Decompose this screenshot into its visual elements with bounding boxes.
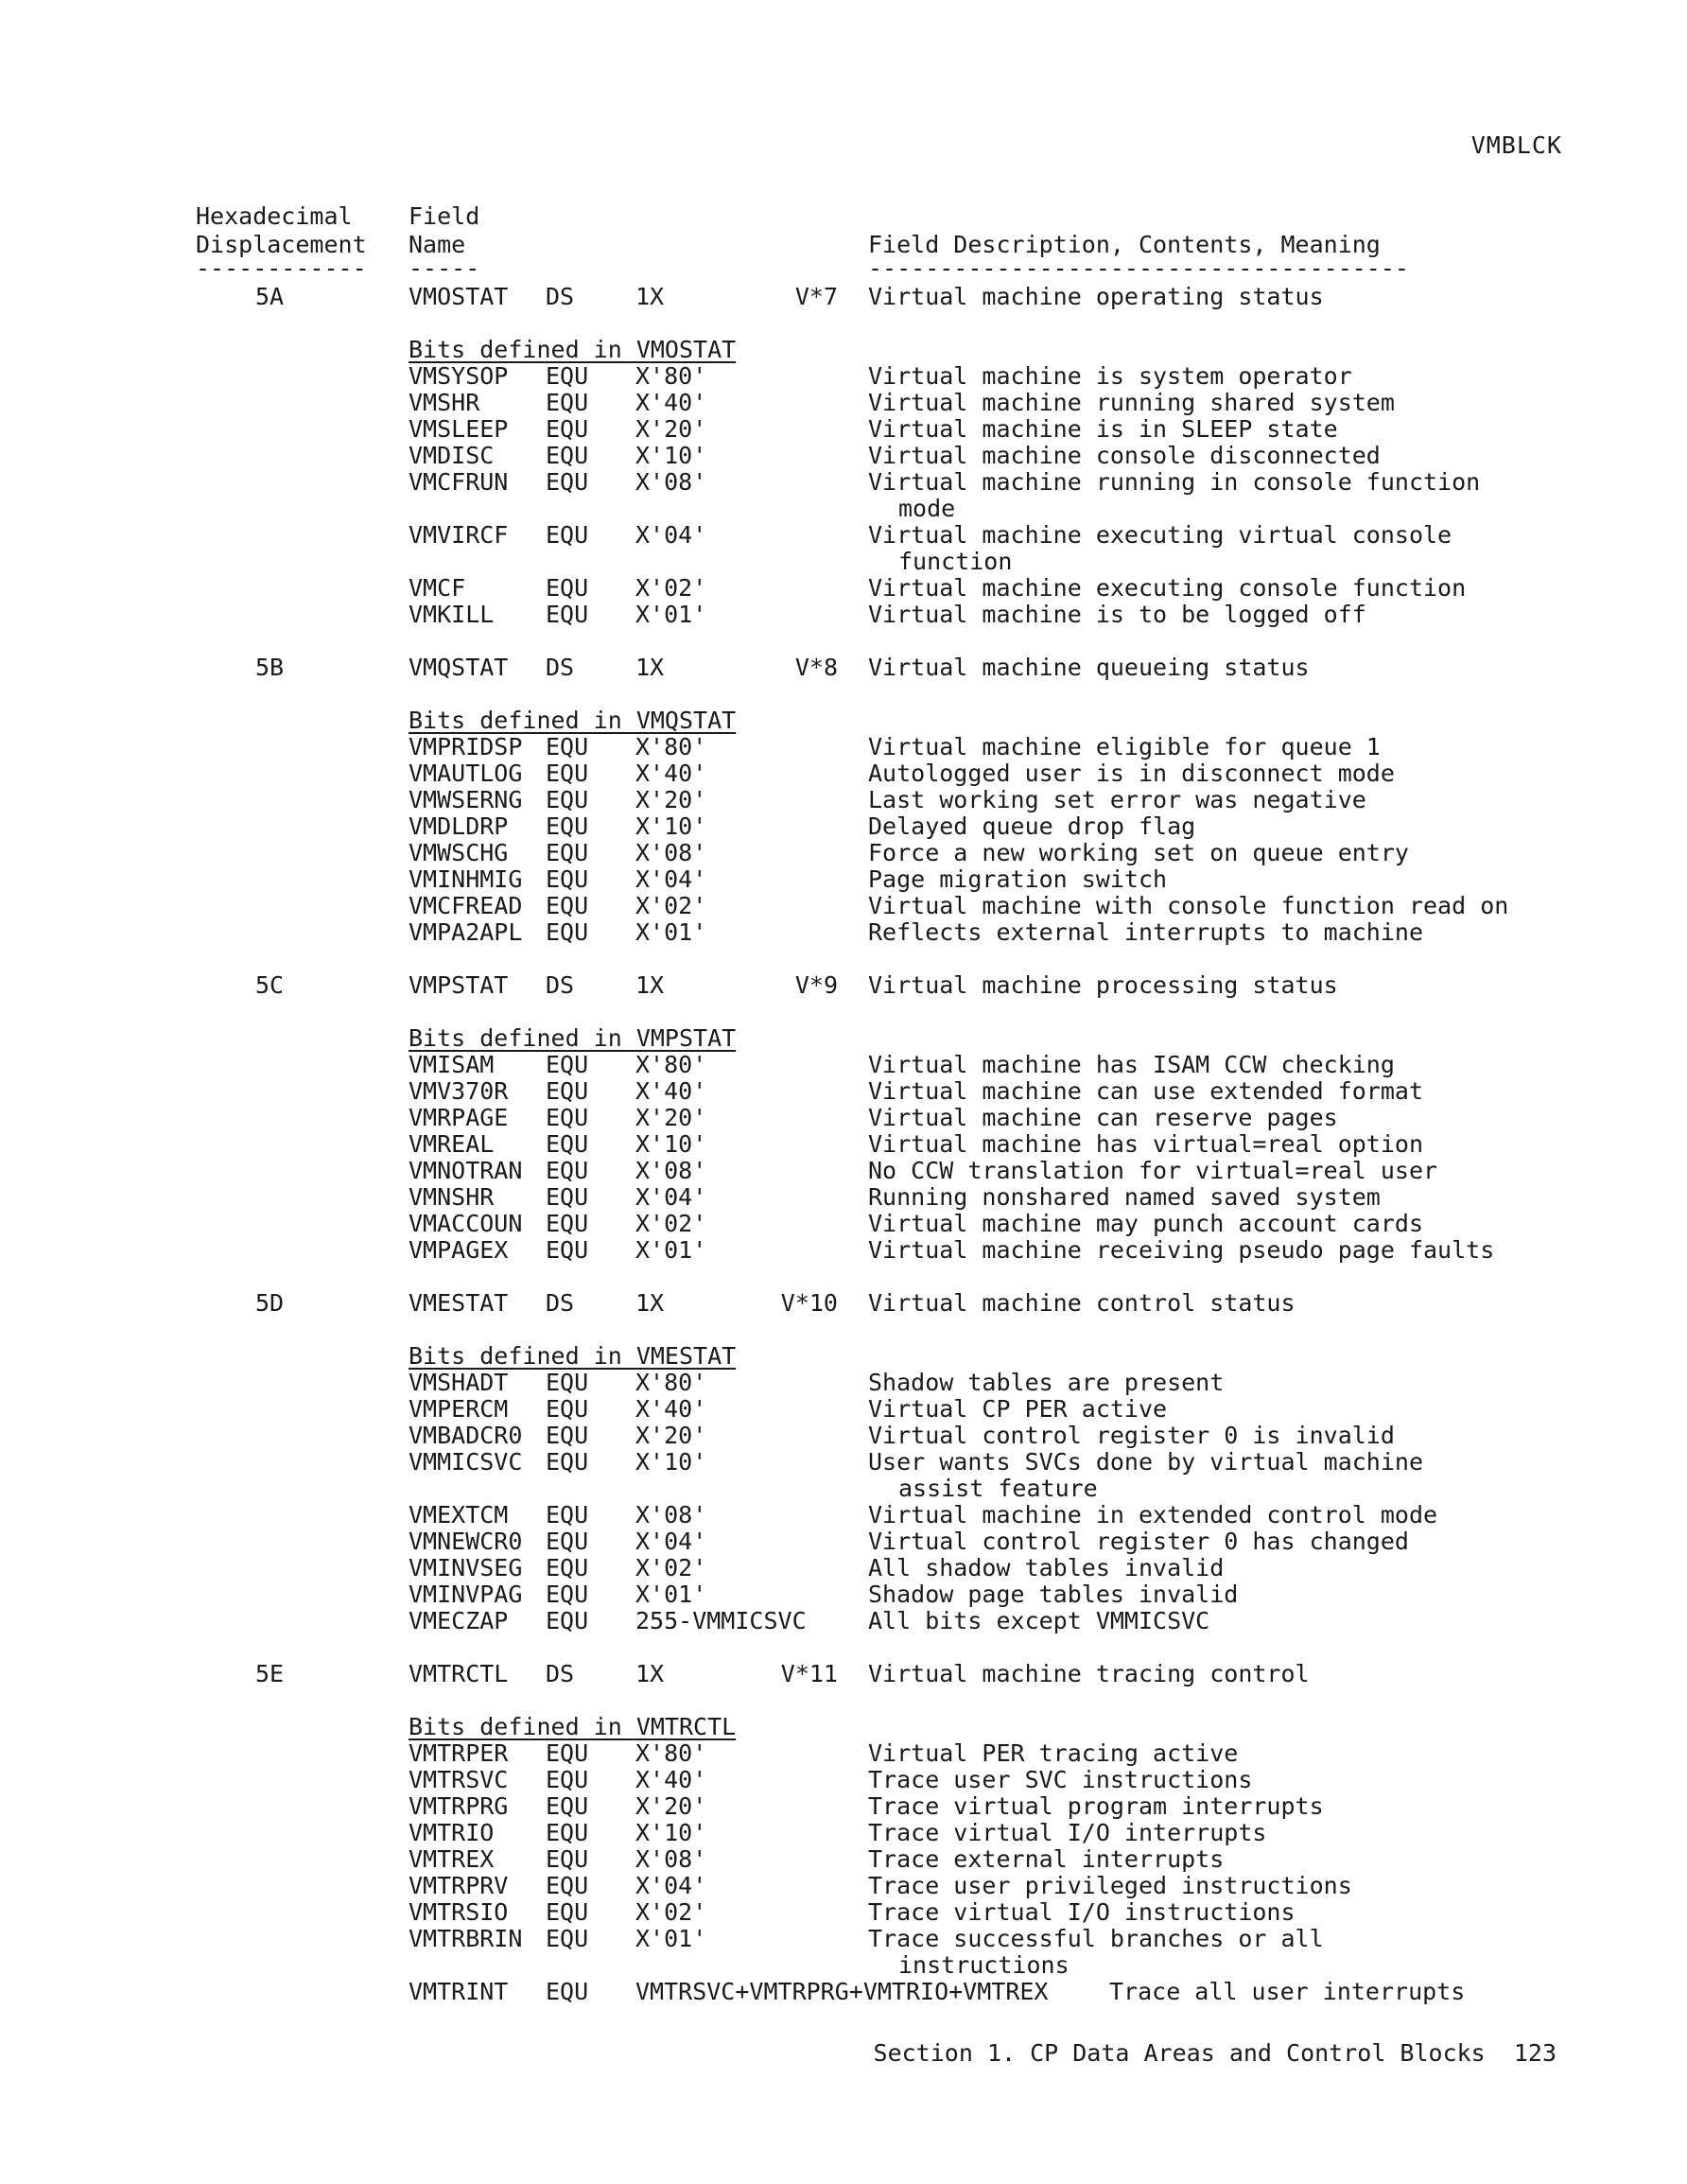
bit-value: X'04' [635, 1183, 707, 1211]
bit-type: EQU [546, 1792, 589, 1820]
bit-description: Virtual machine is to be logged off [868, 601, 1366, 628]
bit-type: EQU [546, 733, 589, 760]
column-header-displacement-rule: ------------ [196, 254, 367, 282]
bit-name: VMPA2APL [409, 918, 523, 946]
bit-description: All shadow tables invalid [868, 1554, 1225, 1581]
bit-type: EQU [546, 1925, 589, 1952]
bit-value: X'20' [635, 786, 707, 813]
bit-description: Virtual machine has virtual=real option [868, 1130, 1423, 1158]
bit-value: X'20' [635, 1104, 707, 1131]
field-reference: V*10 [780, 1289, 838, 1317]
bit-type: EQU [546, 1077, 589, 1105]
bit-row [0, 1581, 1687, 1608]
bit-description: Virtual machine executing virtual console [868, 521, 1452, 549]
bit-row [0, 1502, 1687, 1529]
bit-value: VMTRSVC+VMTRPRG+VMTRIO+VMTREX [635, 1978, 1049, 2005]
bit-value: X'08' [635, 839, 707, 866]
bit-name: VMINHMIG [409, 865, 523, 893]
bit-description: No CCW translation for virtual=real user [868, 1157, 1438, 1184]
bit-type: EQU [546, 839, 589, 866]
bit-description: Virtual machine in extended control mode [868, 1501, 1438, 1529]
hex-displacement: 5A [255, 283, 285, 310]
bits-defined-heading: Bits defined in VMESTAT [409, 1342, 737, 1370]
field-description: Virtual machine operating status [868, 283, 1324, 310]
field-length: 1X [635, 1660, 665, 1687]
bit-name: VMMICSVC [409, 1448, 523, 1476]
bit-value: X'01' [635, 1236, 707, 1264]
bit-row [0, 1820, 1687, 1846]
bit-type: EQU [546, 1130, 589, 1158]
bit-value: X'20' [635, 1422, 707, 1449]
bit-row [0, 1767, 1687, 1793]
bit-description: Virtual machine can use extended format [868, 1077, 1423, 1105]
bit-type: EQU [546, 1581, 589, 1608]
page-footer: Section 1. CP Data Areas and Control Blocks 123 [873, 2039, 1557, 2067]
bits-defined-heading: Bits defined in VMQSTAT [409, 707, 737, 734]
field-length: 1X [635, 283, 665, 310]
column-header-name-rule: ----- [409, 254, 480, 282]
bit-row [0, 1926, 1687, 1952]
bit-row [0, 575, 1687, 602]
bit-value: X'01' [635, 601, 707, 628]
bit-value: X'10' [635, 1819, 707, 1846]
bit-name: VMCFRUN [409, 468, 509, 496]
field-entry-row [0, 655, 1687, 681]
bit-type: EQU [546, 918, 589, 946]
bit-name: VMSHR [409, 389, 480, 416]
bit-row [0, 1740, 1687, 1767]
bit-type: EQU [546, 892, 589, 919]
bit-value: X'10' [635, 1448, 707, 1476]
bit-name: VMTRPRG [409, 1792, 509, 1820]
bit-description: Virtual machine running in console function [868, 468, 1481, 496]
bit-description: Trace virtual I/O interrupts [868, 1819, 1267, 1846]
bit-description: Trace user SVC instructions [868, 1766, 1253, 1793]
bit-value: X'01' [635, 1925, 707, 1952]
hex-displacement: 5E [255, 1660, 285, 1687]
field-description: Virtual machine control status [868, 1289, 1296, 1317]
bit-value: X'04' [635, 521, 707, 549]
field-length: 1X [635, 971, 665, 999]
bit-value: X'08' [635, 1157, 707, 1184]
bit-description-continuation-row [0, 1476, 1687, 1502]
bit-row [0, 1052, 1687, 1078]
bit-type: EQU [546, 1845, 589, 1873]
bit-description: Page migration switch [868, 865, 1168, 893]
bit-row [0, 1793, 1687, 1820]
bit-name: VMRPAGE [409, 1104, 509, 1131]
bit-value: X'80' [635, 362, 707, 390]
bit-type: EQU [546, 468, 589, 496]
bit-type: EQU [546, 574, 589, 602]
bit-description: Virtual machine can reserve pages [868, 1104, 1338, 1131]
field-type: DS [546, 971, 575, 999]
field-description: Virtual machine queueing status [868, 654, 1310, 681]
bit-row [0, 734, 1687, 760]
field-description: Virtual machine processing status [868, 971, 1338, 999]
bits-defined-heading: Bits defined in VMPSTAT [409, 1024, 737, 1052]
bit-description-continuation-row [0, 496, 1687, 522]
column-header-displacement-line1: Hexadecimal [196, 202, 353, 230]
bit-value: X'10' [635, 812, 707, 840]
bit-name: VMSHADT [409, 1369, 509, 1396]
bit-name: VMCFREAD [409, 892, 523, 919]
bit-value: X'40' [635, 760, 707, 787]
bit-row [0, 866, 1687, 893]
bit-type: EQU [546, 362, 589, 390]
bit-value: X'20' [635, 1792, 707, 1820]
bit-value: X'20' [635, 415, 707, 443]
bit-description: Virtual machine eligible for queue 1 [868, 733, 1381, 760]
bit-type: EQU [546, 601, 589, 628]
bit-description: Virtual machine may punch account cards [868, 1210, 1423, 1237]
bit-type: EQU [546, 415, 589, 443]
bit-type: EQU [546, 1607, 589, 1634]
bit-description: Reflects external interrupts to machine [868, 918, 1423, 946]
bit-description: Virtual control register 0 is invalid [868, 1422, 1395, 1449]
bit-description: Virtual machine running shared system [868, 389, 1395, 416]
bit-description: Autologged user is in disconnect mode [868, 760, 1395, 787]
bit-name: VMTRPRV [409, 1872, 509, 1899]
field-name: VMESTAT [409, 1289, 509, 1317]
bit-description: Virtual machine executing console function [868, 574, 1467, 602]
bit-row [0, 469, 1687, 496]
bit-type: EQU [546, 521, 589, 549]
bit-value: X'40' [635, 1766, 707, 1793]
bit-row [0, 390, 1687, 416]
bit-description: Virtual machine is system operator [868, 362, 1352, 390]
bit-type: EQU [546, 1766, 589, 1793]
bit-row [0, 840, 1687, 866]
bit-row [0, 1237, 1687, 1264]
bit-name: VMV370R [409, 1077, 509, 1105]
field-type: DS [546, 654, 575, 681]
bit-name: VMECZAP [409, 1607, 509, 1634]
bit-row [0, 1184, 1687, 1211]
bit-name: VMTRINT [409, 1978, 509, 2005]
bit-description-continuation: instructions [898, 1951, 1070, 1979]
bit-name: VMSYSOP [409, 362, 509, 390]
bit-type: EQU [546, 1739, 589, 1767]
bit-type: EQU [546, 1157, 589, 1184]
field-type: DS [546, 1660, 575, 1687]
field-length: 1X [635, 654, 665, 681]
bit-description-continuation: function [898, 548, 1013, 575]
bit-description: Trace all user interrupts [1109, 1978, 1466, 2005]
bit-value: X'08' [635, 1845, 707, 1873]
bit-description: Running nonshared named saved system [868, 1183, 1381, 1211]
bits-section-row [0, 1714, 1687, 1740]
bit-description-continuation-row [0, 1952, 1687, 1979]
field-description: Virtual machine tracing control [868, 1660, 1310, 1687]
bit-name: VMDISC [409, 442, 495, 469]
bits-defined-heading: Bits defined in VMOSTAT [409, 336, 737, 363]
bit-value: X'80' [635, 1051, 707, 1078]
bit-description: Virtual machine has ISAM CCW checking [868, 1051, 1395, 1078]
bit-value: X'08' [635, 1501, 707, 1529]
bit-value: X'01' [635, 918, 707, 946]
bit-name: VMISAM [409, 1051, 495, 1078]
bits-section-row [0, 1025, 1687, 1052]
bit-row [0, 602, 1687, 628]
bit-row [0, 1131, 1687, 1158]
bit-description: Last working set error was negative [868, 786, 1366, 813]
bit-name: VMEXTCM [409, 1501, 509, 1529]
bit-description: Virtual CP PER active [868, 1395, 1168, 1423]
bits-section-row [0, 337, 1687, 363]
bit-row [0, 1158, 1687, 1184]
bit-description: Virtual machine console disconnected [868, 442, 1381, 469]
bit-type: EQU [546, 812, 589, 840]
bit-row [0, 1529, 1687, 1555]
bit-name: VMSLEEP [409, 415, 509, 443]
bit-description: Virtual control register 0 has changed [868, 1528, 1409, 1555]
bit-description-continuation: mode [898, 495, 956, 522]
bit-name: VMINVSEG [409, 1554, 523, 1581]
bit-row [0, 1396, 1687, 1423]
bit-value: X'02' [635, 892, 707, 919]
bit-value: X'02' [635, 574, 707, 602]
running-head: VMBLCK [1470, 131, 1562, 159]
bit-name: VMPAGEX [409, 1236, 509, 1264]
bit-name: VMINVPAG [409, 1581, 523, 1608]
bit-description: Trace virtual program interrupts [868, 1792, 1324, 1820]
bit-value: X'40' [635, 1077, 707, 1105]
bit-description: Trace user privileged instructions [868, 1872, 1352, 1899]
bit-row [0, 416, 1687, 443]
bit-name: VMNEWCR0 [409, 1528, 523, 1555]
bit-type: EQU [546, 1104, 589, 1131]
bit-value: X'10' [635, 1130, 707, 1158]
bit-name: VMACCOUN [409, 1210, 523, 1237]
bit-description: Trace successful branches or all [868, 1925, 1324, 1952]
bit-type: EQU [546, 1978, 589, 2005]
field-reference: V*9 [794, 971, 838, 999]
field-table [0, 284, 1687, 2005]
bit-description: Virtual PER tracing active [868, 1739, 1239, 1767]
bit-name: VMREAL [409, 1130, 495, 1158]
bit-name: VMVIRCF [409, 521, 509, 549]
bit-description: Virtual machine is in SLEEP state [868, 415, 1338, 443]
bit-row [0, 1979, 1687, 2005]
field-entry-row [0, 284, 1687, 310]
bits-section-row [0, 1343, 1687, 1370]
bit-type: EQU [546, 865, 589, 893]
bit-type: EQU [546, 786, 589, 813]
bit-value: 255-VMMICSVC [635, 1607, 807, 1634]
bit-description: All bits except VMMICSVC [868, 1607, 1210, 1634]
field-name: VMTRCTL [409, 1660, 509, 1687]
bit-description: Trace external interrupts [868, 1845, 1225, 1873]
bit-row [0, 893, 1687, 919]
bit-name: VMTRSVC [409, 1766, 509, 1793]
bit-value: X'80' [635, 1739, 707, 1767]
bit-value: X'04' [635, 1528, 707, 1555]
bit-row [0, 919, 1687, 946]
field-entry-row [0, 972, 1687, 999]
bit-row [0, 1370, 1687, 1396]
bit-description: User wants SVCs done by virtual machine [868, 1448, 1423, 1476]
bits-defined-heading: Bits defined in VMTRCTL [409, 1713, 737, 1740]
bit-row [0, 1846, 1687, 1873]
bit-value: X'02' [635, 1210, 707, 1237]
bit-row [0, 1078, 1687, 1105]
bit-description-continuation: assist feature [898, 1475, 1098, 1502]
bit-value: X'02' [635, 1554, 707, 1581]
hex-displacement: 5B [255, 654, 285, 681]
bit-value: X'01' [635, 1581, 707, 1608]
hex-displacement: 5D [255, 1289, 285, 1317]
bit-type: EQU [546, 1422, 589, 1449]
bit-name: VMWSCHG [409, 839, 509, 866]
bit-row [0, 1423, 1687, 1449]
column-header-name-line2: Name [409, 231, 466, 258]
field-name: VMOSTAT [409, 283, 509, 310]
bit-value: X'04' [635, 865, 707, 893]
bit-type: EQU [546, 1236, 589, 1264]
bit-name: VMNOTRAN [409, 1157, 523, 1184]
bit-value: X'10' [635, 442, 707, 469]
bit-row [0, 363, 1687, 390]
bit-description: Shadow tables are present [868, 1369, 1225, 1396]
bit-name: VMTRSIO [409, 1898, 509, 1926]
bit-description: Trace virtual I/O instructions [868, 1898, 1296, 1926]
bit-value: X'02' [635, 1898, 707, 1926]
bit-row [0, 760, 1687, 787]
field-reference: V*7 [794, 283, 838, 310]
bit-value: X'80' [635, 1369, 707, 1396]
column-header-name-line1: Field [409, 202, 480, 230]
bit-description: Virtual machine receiving pseudo page faults [868, 1236, 1495, 1264]
bit-name: VMTRPER [409, 1739, 509, 1767]
bit-value: X'08' [635, 468, 707, 496]
bit-value: X'40' [635, 1395, 707, 1423]
bit-value: X'40' [635, 389, 707, 416]
field-reference: V*8 [794, 654, 838, 681]
bit-name: VMTREX [409, 1845, 495, 1873]
bit-description: Virtual machine with console function read on [868, 892, 1509, 919]
bit-type: EQU [546, 1210, 589, 1237]
bit-type: EQU [546, 1554, 589, 1581]
bit-type: EQU [546, 1369, 589, 1396]
bit-description: Shadow page tables invalid [868, 1581, 1239, 1608]
bit-type: EQU [546, 389, 589, 416]
field-type: DS [546, 1289, 575, 1317]
bit-type: EQU [546, 442, 589, 469]
bit-type: EQU [546, 1051, 589, 1078]
bit-value: X'04' [635, 1872, 707, 1899]
bit-type: EQU [546, 760, 589, 787]
field-entry-row [0, 1290, 1687, 1317]
field-entry-row [0, 1661, 1687, 1687]
bit-row [0, 1211, 1687, 1237]
bit-type: EQU [546, 1183, 589, 1211]
column-header-displacement-line2: Displacement [196, 231, 367, 258]
bit-type: EQU [546, 1872, 589, 1899]
bit-row [0, 1608, 1687, 1634]
column-header-description: Field Description, Contents, Meaning [868, 231, 1381, 258]
bit-name: VMBADCR0 [409, 1422, 523, 1449]
bit-name: VMCF [409, 574, 466, 602]
field-type: DS [546, 283, 575, 310]
bit-name: VMTRBRIN [409, 1925, 523, 1952]
bit-row [0, 1899, 1687, 1926]
bit-row [0, 1105, 1687, 1131]
bits-section-row [0, 708, 1687, 734]
bit-value: X'80' [635, 733, 707, 760]
bit-row [0, 1449, 1687, 1476]
bit-description-continuation-row [0, 549, 1687, 575]
bit-description: Force a new working set on queue entry [868, 839, 1409, 866]
field-name: VMPSTAT [409, 971, 509, 999]
bit-name: VMTRIO [409, 1819, 495, 1846]
bit-type: EQU [546, 1395, 589, 1423]
column-header-description-rule: -------------------------------------- [868, 254, 1409, 282]
field-length: 1X [635, 1289, 665, 1317]
field-name: VMQSTAT [409, 654, 509, 681]
bit-name: VMPERCM [409, 1395, 509, 1423]
bit-row [0, 522, 1687, 549]
bit-type: EQU [546, 1501, 589, 1529]
bit-row [0, 443, 1687, 469]
bit-name: VMWSERNG [409, 786, 523, 813]
bit-name: VMKILL [409, 601, 495, 628]
bit-type: EQU [546, 1528, 589, 1555]
bit-type: EQU [546, 1898, 589, 1926]
bit-row [0, 787, 1687, 813]
bit-type: EQU [546, 1819, 589, 1846]
bit-row [0, 1555, 1687, 1581]
bit-name: VMDLDRP [409, 812, 509, 840]
bit-type: EQU [546, 1448, 589, 1476]
bit-row [0, 1873, 1687, 1899]
hex-displacement: 5C [255, 971, 285, 999]
bit-description: Delayed queue drop flag [868, 812, 1196, 840]
bit-name: VMNSHR [409, 1183, 495, 1211]
field-reference: V*11 [780, 1660, 838, 1687]
bit-name: VMAUTLOG [409, 760, 523, 787]
bit-row [0, 813, 1687, 840]
bit-name: VMPRIDSP [409, 733, 523, 760]
